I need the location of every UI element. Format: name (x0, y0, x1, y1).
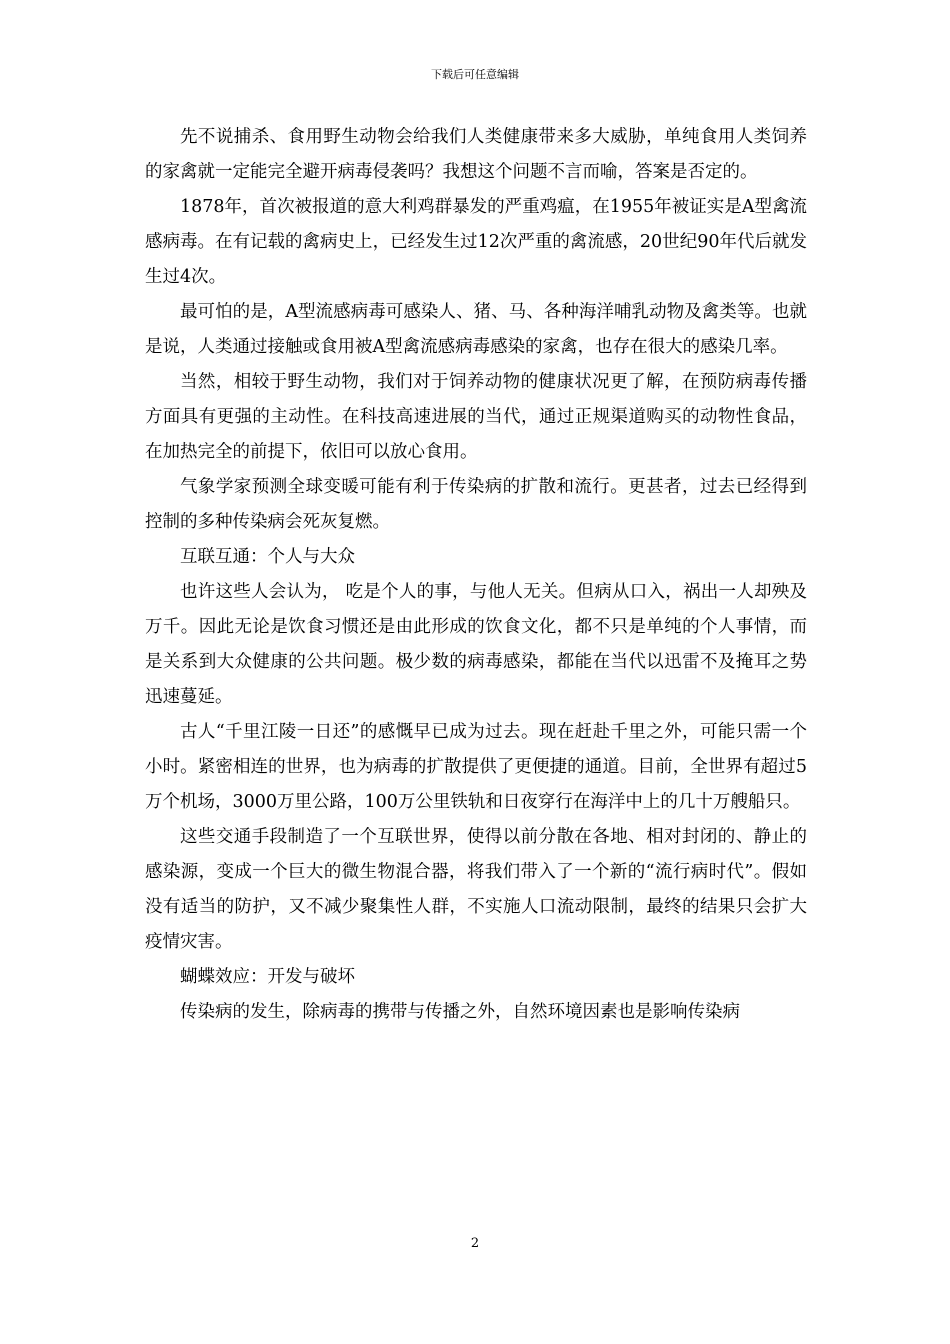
section-heading-butterfly-effect: 蝴蝶效应：开发与破坏 (180, 967, 355, 987)
paragraph-1: 先不说捕杀、食用野生动物会给我们人类健康带来多大威胁，单纯食用人类饲养的家禽就一定能完全避开病毒侵袭吗？我想这个问题不言而喻，答案是否定的。 (145, 127, 807, 182)
document-body (145, 120, 807, 1030)
page-header: 下载后可任意编辑 (431, 68, 519, 81)
paragraph-7: 古人“千里江陵一日还”的感慨早已成为过去。现在赶赴千里之外，可能只需一个小时。紧密相连的世界，也为病毒的扩散提供了更便捷的通道。目前，全世界有超过5万个机场，3000万里公路，100万公里铁轨和日夜穿行在海洋中上的几十万艘船只。 (145, 722, 807, 812)
page-number: 2 (470, 1236, 480, 1251)
paragraph-2: 1878年，首次被报道的意大利鸡群暴发的严重鸡瘟，在1955年被证实是A型禽流感病毒。在有记载的禽病史上，已经发生过12次严重的禽流感，20世纪90年代后就发生过4次。 (145, 197, 807, 287)
paragraph-5: 气象学家预测全球变暖可能有利于传染病的扩散和流行。更甚者，过去已经得到控制的多种传染病会死灰复燃。 (145, 477, 807, 532)
paragraph-9: 传染病的发生，除病毒的携带与传播之外，自然环境因素也是影响传染病 (180, 1002, 740, 1022)
paragraph-3: 最可怕的是，A型流感病毒可感染人、猪、马、各种海洋哺乳动物及禽类等。也就是说，人类通过接触或食用被A型禽流感病毒感染的家禽，也存在很大的感染几率。 (145, 302, 807, 357)
paragraph-6: 也许这些人会认为， 吃是个人的事，与他人无关。但病从口入，祸出一人却殃及万千。因此无论是饮食习惯还是由此形成的饮食文化，都不只是单纯的个人事情，而是关系到大众健康的公共问题。极少数的病毒感染，都能在当代以迅雷不及掩耳之势迅速蔓延。 (145, 582, 807, 707)
paragraph-8: 这些交通手段制造了一个互联世界，使得以前分散在各地、相对封闭的、静止的感染源，变成一个巨大的微生物混合器，将我们带入了一个新的“流行病时代”。假如没有适当的防护，又不减少聚集性人群，不实施人口流动限制，最终的结果只会扩大疫情灾害。 (145, 827, 807, 952)
paragraph-4: 当然，相较于野生动物，我们对于饲养动物的健康状况更了解，在预防病毒传播方面具有更强的主动性。在科技高速进展的当代，通过正规渠道购买的动物性食品，在加热完全的前提下，依旧可以放心食用。 (145, 372, 807, 462)
section-heading-connectivity: 互联互通：个人与大众 (180, 547, 355, 567)
